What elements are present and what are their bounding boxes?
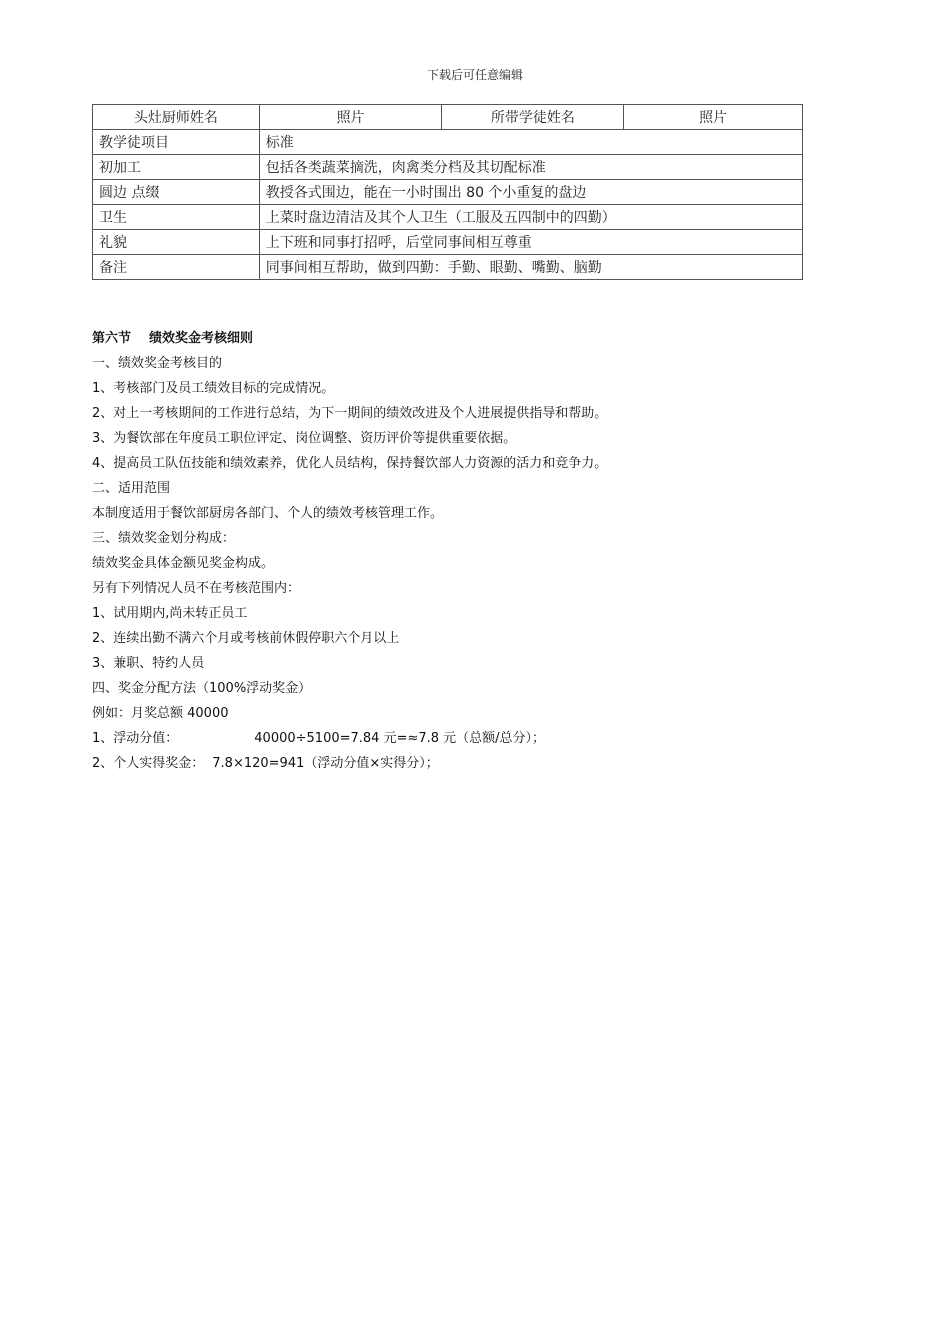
- table-cell-standard: 同事间相互帮助，做到四勤：手勤、眼勤、嘴勤、脑勤: [259, 255, 802, 280]
- paragraph-line: 另有下列情况人员不在考核范围内：: [92, 581, 301, 596]
- calc-label: 2、个人实得奖金：: [92, 756, 205, 771]
- section-body: [92, 326, 872, 776]
- table-cell-standard: 包括各类蔬菜摘洗，肉禽类分档及其切配标准: [259, 155, 802, 180]
- table-cell-item: 初加工: [93, 155, 260, 180]
- table-cell-item: 圆边 点缀: [93, 180, 260, 205]
- paragraph-line: 2、连续出勤不满六个月或考核前休假停职六个月以上: [92, 631, 400, 646]
- table-cell-item: 礼貌: [93, 230, 260, 255]
- table-row: [93, 155, 803, 180]
- table-row: [93, 230, 803, 255]
- table-row: [93, 180, 803, 205]
- paragraph-line: 例如：月奖总额 40000: [92, 706, 229, 721]
- paragraph-line: 绩效奖金具体金额见奖金构成。: [92, 556, 275, 571]
- table-cell-standard: 教授各式围边，能在一小时围出 80 个小重复的盘边: [259, 180, 802, 205]
- table-cell-standard: 上菜时盘边清洁及其个人卫生（工服及五四制中的四勤）: [259, 205, 802, 230]
- paragraph-line: 4、提高员工队伍技能和绩效素养，优化人员结构，保持餐饮部人力资源的活力和竞争力。: [92, 456, 608, 471]
- apprentice-table: [92, 104, 803, 280]
- calc-line-float-score: [92, 726, 872, 751]
- paragraph-line: 本制度适用于餐饮部厨房各部门、个人的绩效考核管理工作。: [92, 506, 444, 521]
- table-cell-item: 备注: [93, 255, 260, 280]
- table-header-cell: 所带学徒姓名: [442, 105, 624, 130]
- paragraph-line: 三、绩效奖金划分构成：: [92, 531, 236, 546]
- section-title-text: 绩效奖金考核细则: [149, 331, 254, 346]
- paragraph-line: 2、对上一考核期间的工作进行总结，为下一期间的绩效改进及个人进展提供指导和帮助。: [92, 406, 608, 421]
- calc-value: 40000÷5100=7.84 元=≈7.8 元（总额/总分）；: [254, 731, 546, 746]
- table-cell-standard: 上下班和同事打招呼，后堂同事间相互尊重: [259, 230, 802, 255]
- table-cell-item: 教学徒项目: [93, 130, 260, 155]
- table-header-cell: 头灶厨师姓名: [93, 105, 260, 130]
- paragraph-line: 3、兼职、特约人员: [92, 656, 205, 671]
- calc-value: 7.8×120=941（浮动分值×实得分）；: [212, 756, 439, 771]
- paragraph-line: 1、考核部门及员工绩效目标的完成情况。: [92, 381, 335, 396]
- table-cell-item: 卫生: [93, 205, 260, 230]
- table-row: [93, 255, 803, 280]
- table-header-cell: 照片: [259, 105, 442, 130]
- table-row: [93, 130, 803, 155]
- table-header-row: [93, 105, 803, 130]
- paragraph-line: 3、为餐饮部在年度员工职位评定、岗位调整、资历评价等提供重要依据。: [92, 431, 517, 446]
- page-header: 下载后可任意编辑: [426, 68, 523, 82]
- paragraph-line: 一、绩效奖金考核目的: [92, 356, 223, 371]
- calc-line-bonus: [92, 751, 872, 776]
- table-row: [93, 205, 803, 230]
- paragraph-line: 四、奖金分配方法（100%浮动奖金）: [92, 681, 312, 696]
- section-number: 第六节: [92, 331, 132, 346]
- table-cell-standard: 标准: [259, 130, 802, 155]
- calc-label: 1、浮动分值：: [92, 731, 179, 746]
- section-title: [92, 326, 872, 351]
- paragraph-line: 1、试用期内,尚未转正员工: [92, 606, 248, 621]
- table-header-cell: 照片: [624, 105, 803, 130]
- paragraph-line: 二、适用范围: [92, 481, 171, 496]
